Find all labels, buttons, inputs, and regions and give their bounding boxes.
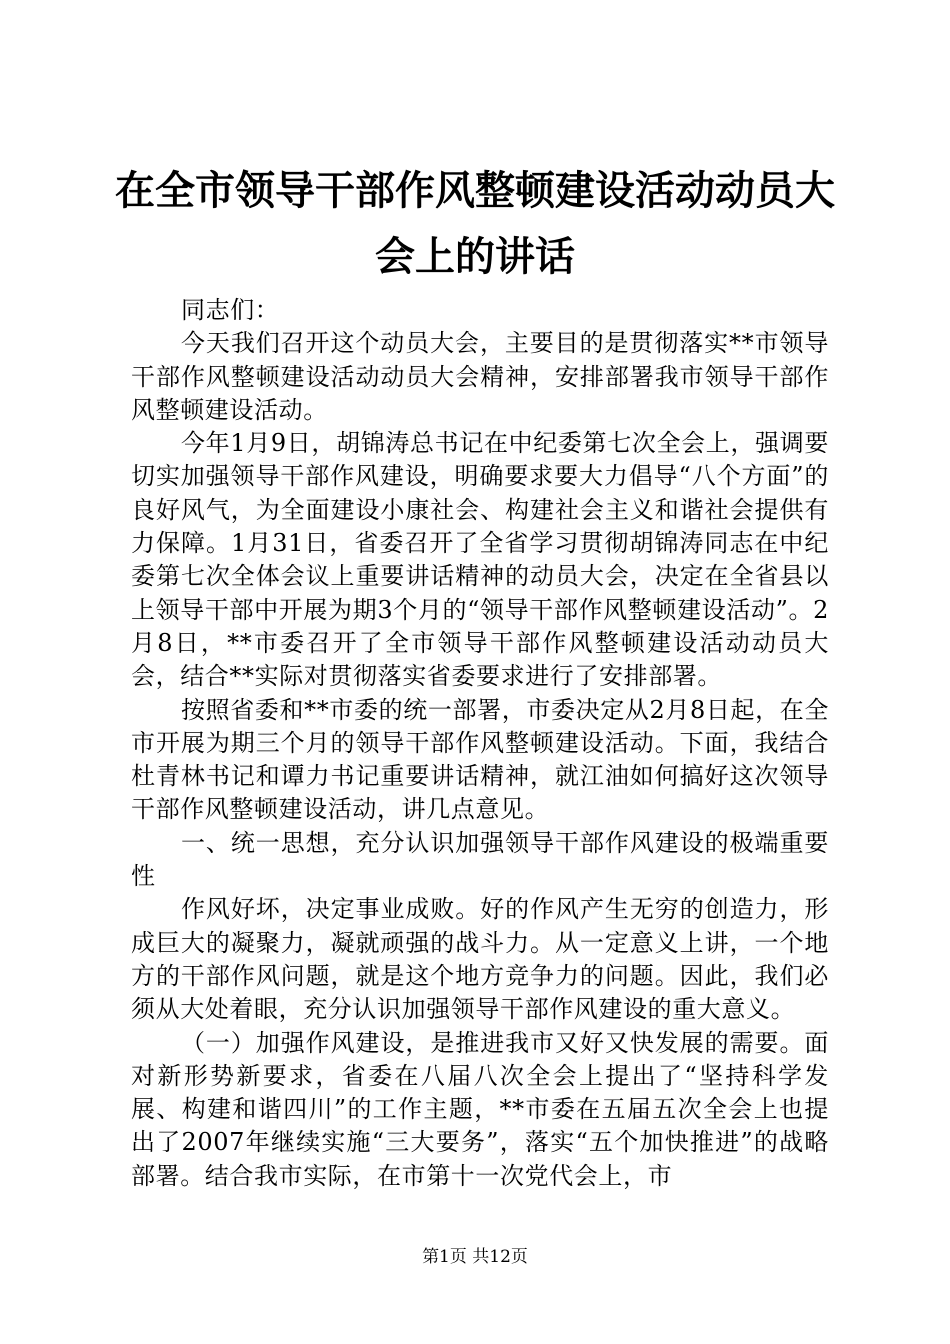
paragraph: 按照省委和**市委的统一部署，市委决定从2月8日起，在全市开展为期三个月的领导干部作风整顿建设活动。下面，我结合杜青林书记和谭力书记重要讲话精神，就江油如何搞好这次领导干部作风整顿建设活动，讲几点意见。 <box>131 695 829 824</box>
paragraph: 作风好坏，决定事业成败。好的作风产生无穷的创造力，形成巨大的凝聚力，凝就顽强的战斗力。从一定意义上讲，一个地方的干部作风问题，就是这个地方竞争力的问题。因此，我们必须从大处着眼，充分认识加强领导干部作风建设的重大意义。 <box>131 895 829 1024</box>
document-body <box>131 294 829 1193</box>
paragraph: 今天我们召开这个动员大会，主要目的是贯彻落实**市领导干部作风整顿建设活动动员大会精神，安排部署我市领导干部作风整顿建设活动。 <box>131 329 829 424</box>
paragraph: 今年1月9日，胡锦涛总书记在中纪委第七次全会上，强调要切实加强领导干部作风建设，明确要求要大力倡导“八个方面”的良好风气，为全面建设小康社会、构建社会主义和谐社会提供有力保障。1月31日，省委召开了全省学习贯彻胡锦涛同志在中纪委第七次全体会议上重要讲话精神的动员大会，决定在全省县以上领导干部中开展为期3个月的“领导干部作风整顿建设活动”。2月8日，**市委召开了全市领导干部作风整顿建设活动动员大会，结合**实际对贯彻落实省委要求进行了安排部署。 <box>131 429 829 691</box>
paragraph: （一）加强作风建设，是推进我市又好又快发展的需要。面对新形势新要求，省委在八届八次全会上提出了“坚持科学发展、构建和谐四川”的工作主题，**市委在五届五次全会上也提出了2007年继续实施“三大要务”，落实“五个加快推进”的战略部署。结合我市实际，在市第十一次党代会上，市 <box>131 1028 829 1190</box>
page-footer: 第1页 共12页 <box>422 1247 528 1267</box>
section-heading: 一、统一思想，充分认识加强领导干部作风建设的极端重要性 <box>131 828 829 891</box>
document-title: 在全市领导干部作风整顿建设活动动员大会上的讲话 <box>115 168 835 280</box>
salutation: 同志们： <box>181 296 280 324</box>
